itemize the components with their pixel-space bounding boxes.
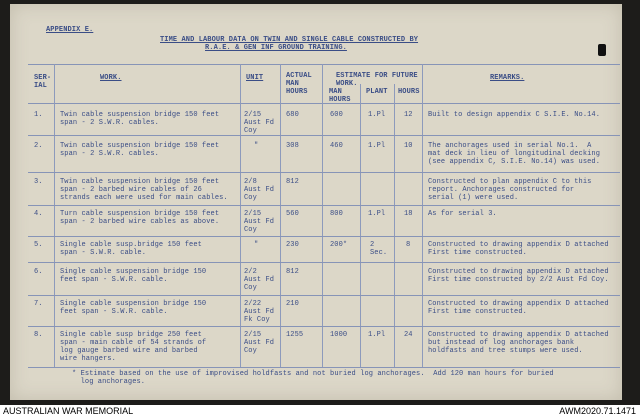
header-man-hours: MAN HOURS <box>329 88 351 104</box>
col-rule <box>394 84 395 367</box>
row-5-plant: 2 Sec. <box>370 241 388 257</box>
row-rule <box>28 262 620 263</box>
appendix-label: APPENDIX E. <box>46 26 94 34</box>
row-4-actual: 560 <box>286 210 299 218</box>
footnote: * Estimate based on the use of improvised holdfasts and not buried log anchorages. Add 120 man hours for buried log anchorages. <box>72 370 554 386</box>
table-top-rule <box>28 64 620 65</box>
row-8-actual: 1255 <box>286 331 304 339</box>
row-2-hours: 10 <box>404 142 413 150</box>
row-4-plant: 1.Pl <box>368 210 386 218</box>
row-6-actual: 812 <box>286 268 299 276</box>
row-5-unit: " <box>254 241 259 249</box>
row-5-man: 200* <box>330 241 348 249</box>
row-7-remarks: Constructed to drawing appendix D attached First time constructed. <box>428 300 609 316</box>
row-8-serial: 8. <box>34 331 43 339</box>
row-5-serial: 5. <box>34 241 43 249</box>
header-unit: UNIT <box>246 74 264 82</box>
col-rule <box>240 64 241 367</box>
footer-left: AUSTRALIAN WAR MEMORIAL <box>3 406 134 416</box>
row-1-unit: 2/15 Aust Fd Coy <box>244 111 275 135</box>
row-1-work: Twin cable suspension bridge 150 feet span - 2 S.W.R. cables. <box>60 111 220 127</box>
row-2-remarks: The anchorages used in serial No.1. A mat deck in lieu of longitudinal decking (see appendix C, S.I.E. No.14) was used. <box>428 142 601 166</box>
row-3-actual: 812 <box>286 178 299 186</box>
row-rule <box>28 326 620 327</box>
row-rule <box>28 236 620 237</box>
row-8-unit: 2/15 Aust Fd Coy <box>244 331 275 355</box>
row-rule <box>28 172 620 173</box>
row-1-man: 600 <box>330 111 343 119</box>
col-rule <box>422 64 423 367</box>
row-2-plant: 1.Pl <box>368 142 386 150</box>
row-1-remarks: Built to design appendix C S.I.E. No.14. <box>428 111 601 119</box>
row-2-unit: " <box>254 142 259 150</box>
row-4-work: Turn cable suspension bridge 150 feet span - 2 barbed wire cables as above. <box>60 210 220 226</box>
row-2-man: 460 <box>330 142 343 150</box>
row-7-unit: 2/22 Aust Fd Fk Coy <box>244 300 275 324</box>
row-1-hours: 12 <box>404 111 413 119</box>
header-plant: PLANT <box>366 88 388 96</box>
row-3-unit: 2/8 Aust Fd Coy <box>244 178 275 202</box>
header-estimate: ESTIMATE FOR FUTURE WORK. <box>336 72 418 88</box>
row-2-actual: 308 <box>286 142 299 150</box>
row-8-work: Single cable susp bridge 250 feet span - main cable of 54 strands of log gauge barbed wire and barbed wire hangers. <box>60 331 207 363</box>
row-6-unit: 2/2 Aust Fd Coy <box>244 268 275 292</box>
row-4-remarks: As for serial 3. <box>428 210 497 218</box>
header-remarks: REMARKS. <box>490 74 525 82</box>
row-7-serial: 7. <box>34 300 43 308</box>
row-6-remarks: Constructed to drawing appendix D attached First time constructed by 2/2 Aust Fd Coy. <box>428 268 609 284</box>
row-8-remarks: Constructed to drawing appendix D attached but instead of log anchorages bank holdfasts and tree stumps were used. <box>428 331 609 355</box>
row-3-serial: 3. <box>34 178 43 186</box>
paper-clip <box>598 44 606 56</box>
row-4-unit: 2/15 Aust Fd Coy <box>244 210 275 234</box>
row-5-hours: 8 <box>406 241 411 249</box>
col-rule <box>280 64 281 367</box>
row-5-actual: 230 <box>286 241 299 249</box>
header-work: WORK. <box>100 74 122 82</box>
header-actual: ACTUAL MAN HOURS <box>286 72 312 96</box>
row-4-serial: 4. <box>34 210 43 218</box>
row-4-man: 800 <box>330 210 343 218</box>
col-rule <box>54 64 55 367</box>
table-bottom-rule <box>28 367 620 368</box>
row-6-serial: 6. <box>34 268 43 276</box>
header-hours: HOURS <box>398 88 420 96</box>
col-rule <box>360 84 361 367</box>
row-1-actual: 680 <box>286 111 299 119</box>
footer-right: AWM2020.71.1471 <box>559 406 636 416</box>
row-3-work: Twin cable suspension bridge 150 feet span - 2 barbed wire cables of 26 strands each were used for main cables. <box>60 178 228 202</box>
title-line-2: R.A.E. & GEN INF GROUND TRAINING. <box>205 44 347 52</box>
row-3-remarks: Constructed to plan appendix C to this report. Anchorages constructed for serial (1) were used. <box>428 178 592 202</box>
row-7-work: Single cable suspension bridge 150 feet span - S.W.R. cable. <box>60 300 207 316</box>
archive-footer <box>0 405 640 418</box>
row-rule <box>28 295 620 296</box>
row-1-serial: 1. <box>34 111 43 119</box>
row-8-plant: 1.Pl <box>368 331 386 339</box>
row-2-serial: 2. <box>34 142 43 150</box>
row-5-remarks: Constructed to drawing appendix D attached First time constructed. <box>428 241 609 257</box>
title-line-1: TIME AND LABOUR DATA ON TWIN AND SINGLE CABLE CONSTRUCTED BY <box>160 36 419 44</box>
row-7-actual: 210 <box>286 300 299 308</box>
row-4-hours: 18 <box>404 210 413 218</box>
document-sheet <box>10 4 622 400</box>
row-5-work: Single cable susp.bridge 150 feet span - S.W.R. cable. <box>60 241 202 257</box>
row-rule <box>28 135 620 136</box>
row-8-man: 1000 <box>330 331 348 339</box>
row-6-work: Single cable suspension bridge 150 feet span - S.W.R. cable. <box>60 268 207 284</box>
header-bottom-rule <box>28 103 620 104</box>
row-8-hours: 24 <box>404 331 413 339</box>
row-2-work: Twin cable suspension bridge 150 feet span - 2 S.W.R. cables. <box>60 142 220 158</box>
row-1-plant: 1.Pl <box>368 111 386 119</box>
col-rule <box>322 64 323 367</box>
header-serial: SER- IAL <box>34 74 52 90</box>
row-rule <box>28 205 620 206</box>
